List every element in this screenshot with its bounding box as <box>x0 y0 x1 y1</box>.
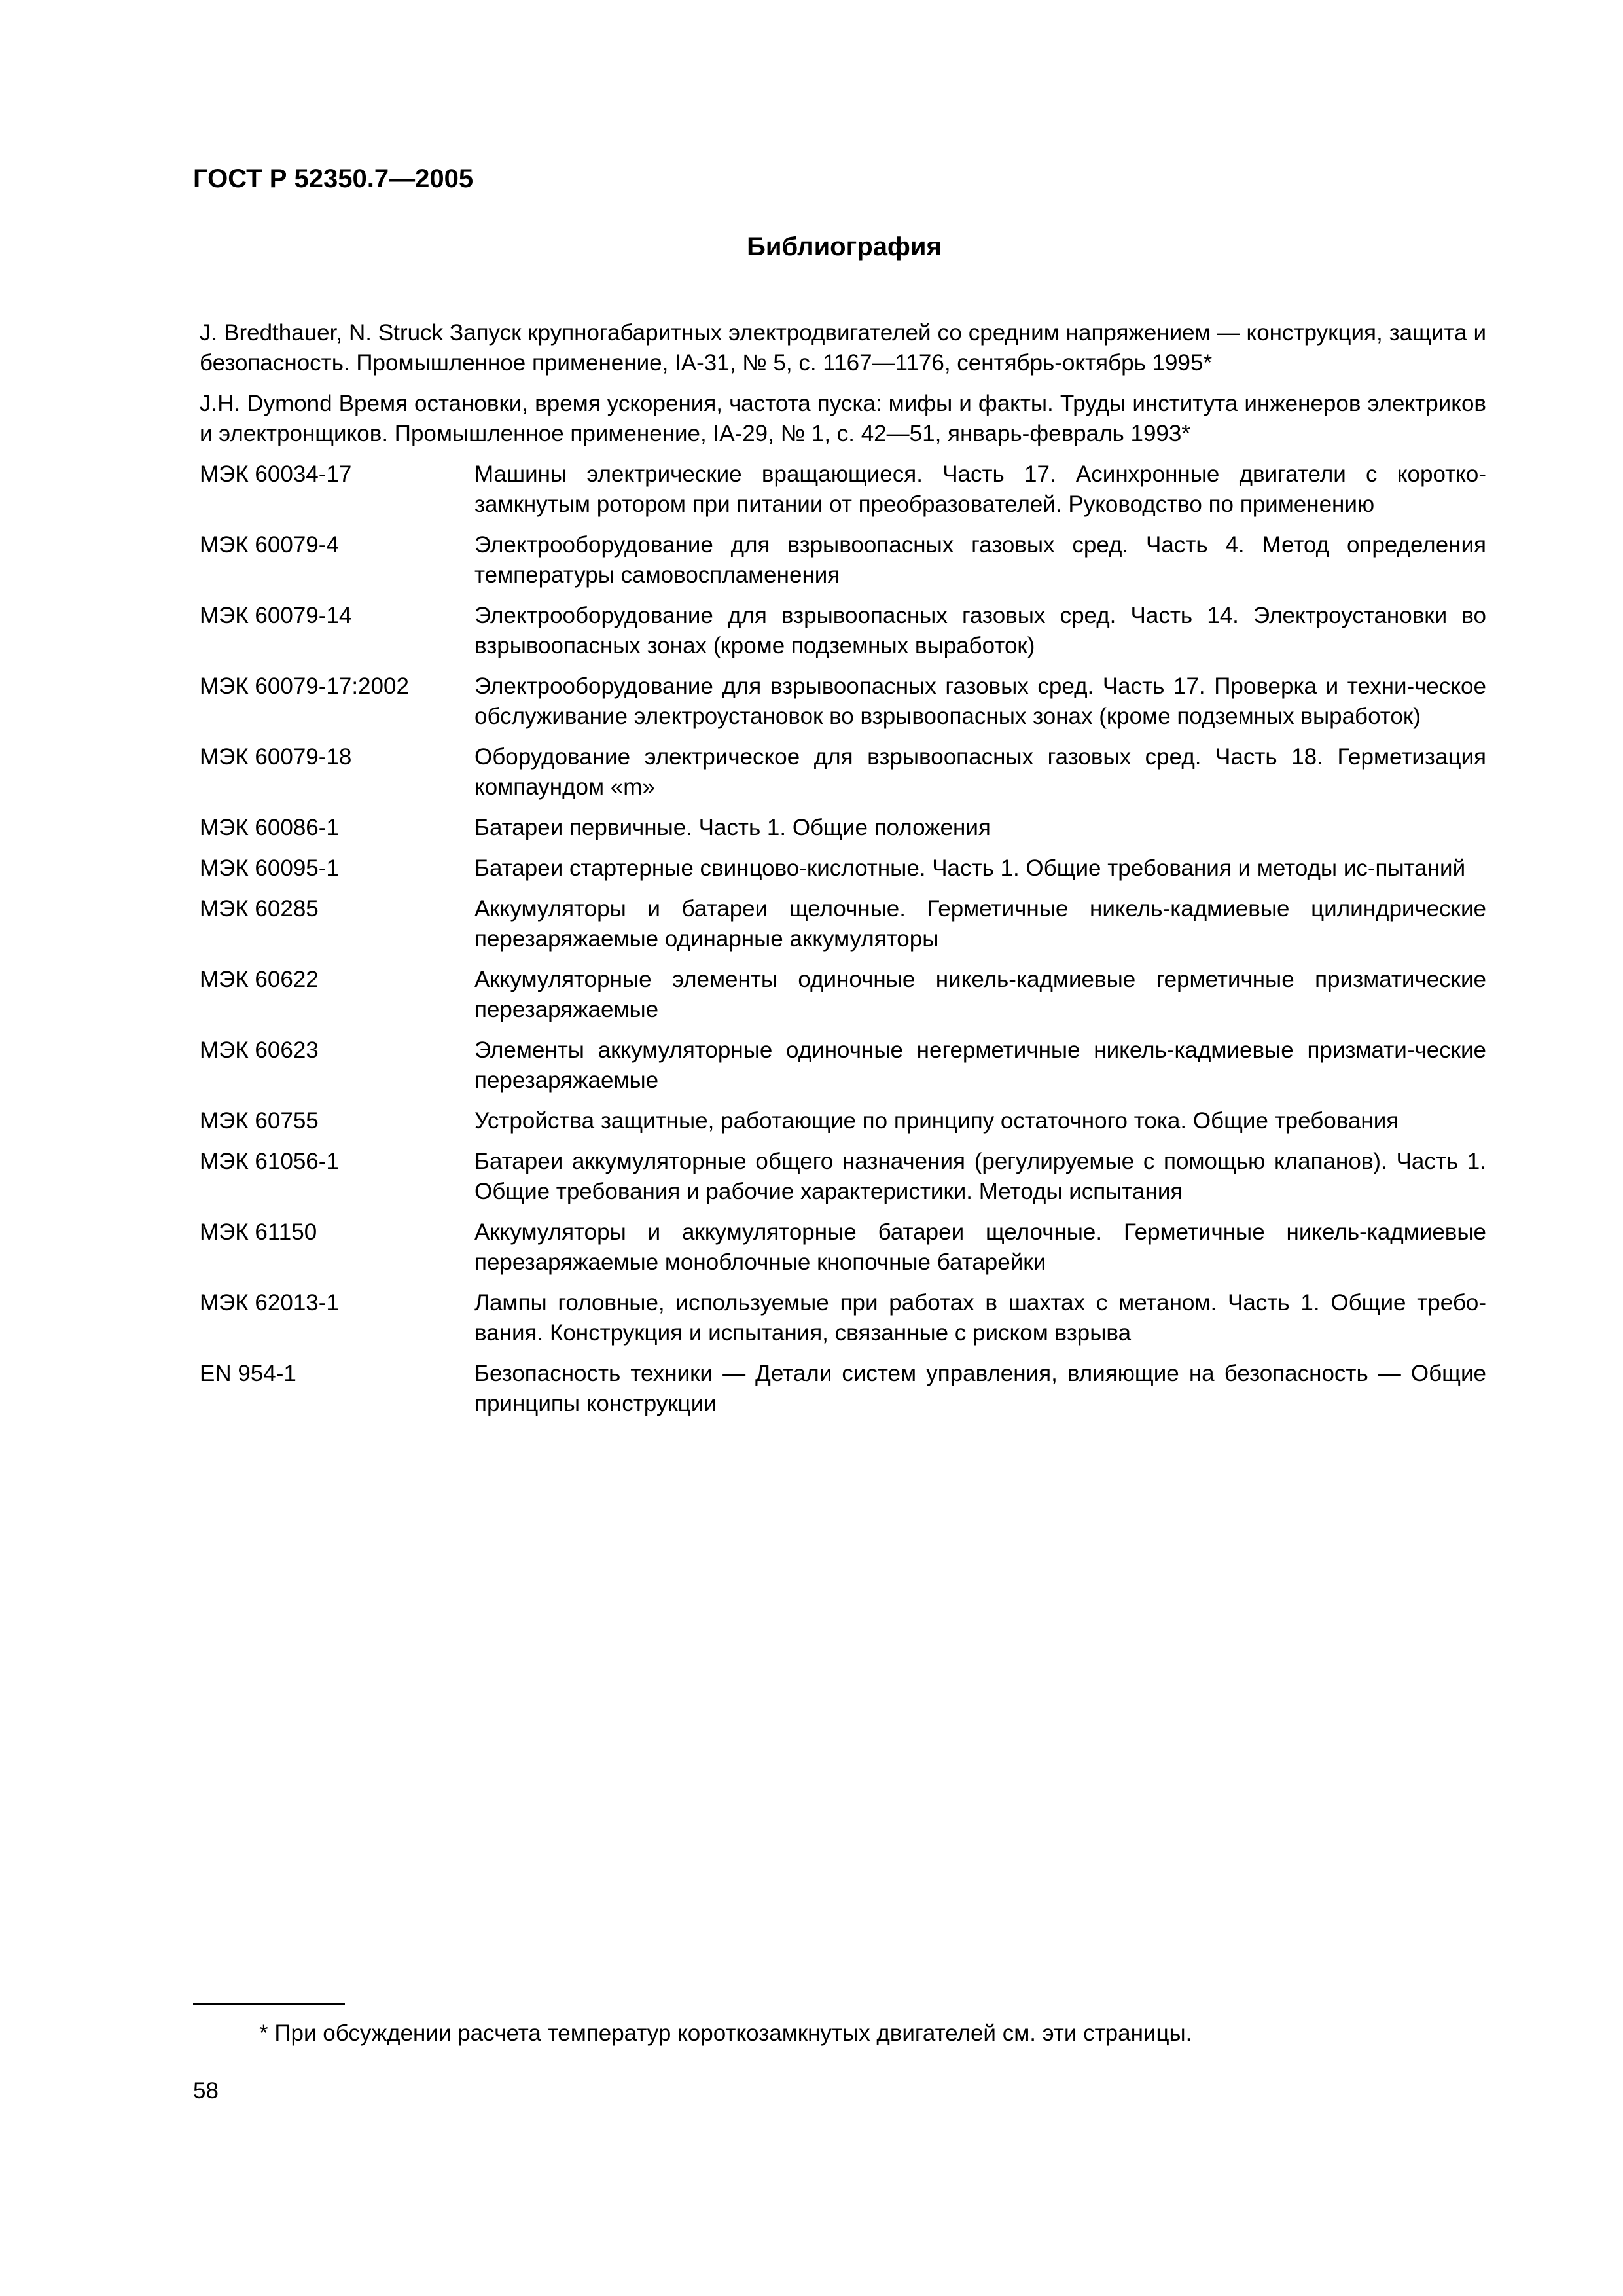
reference-title: Машины электрические вращающиеся. Часть 17. Асинхронные двигатели с коротко-замкнутым ротором при питании от преобразователей. Руководство по применению <box>474 461 1486 517</box>
reference-code: МЭК 60034-17 <box>200 461 352 487</box>
reference-row <box>200 459 1486 520</box>
reference-code: МЭК 60095-1 <box>200 855 339 881</box>
footnote: * При обсуждении расчета температур короткозамкнутых двигателей см. эти страницы. <box>259 2020 1192 2046</box>
reference-row <box>200 1217 1486 1278</box>
reference-title: Электрооборудование для взрывоопасных газовых сред. Часть 14. Электроустановки во взрывоопасных зонах (кроме подземных выработок) <box>474 603 1486 658</box>
reference-row <box>200 1359 1486 1419</box>
reference-code: EN 954-1 <box>200 1361 296 1386</box>
reference-row <box>200 1147 1486 1207</box>
reference-title: Элементы аккумуляторные одиночные негерметичные никель-кадмиевые призмати-ческие перезаряжаемые <box>474 1037 1486 1093</box>
section-title: Библиография <box>747 232 942 261</box>
reference-title: Батареи стартерные свинцово-кислотные. Часть 1. Общие требования и методы ис-пытаний <box>474 855 1466 881</box>
reference-row <box>200 530 1486 590</box>
reference-code: МЭК 60079-4 <box>200 532 339 558</box>
reference-title: Аккумуляторы и батареи щелочные. Герметичные никель-кадмиевые цилиндрические перезаряжаемые одинарные аккумуляторы <box>474 896 1486 952</box>
document-code: ГОСТ Р 52350.7—2005 <box>193 164 474 193</box>
reference-code: МЭК 60086-1 <box>200 815 339 840</box>
reference-row <box>200 601 1486 661</box>
reference-title: Аккумуляторные элементы одиночные никель-кадмиевые герметичные призматические перезаряжаемые <box>474 967 1486 1022</box>
reference-title: Устройства защитные, работающие по принципу остаточного тока. Общие требования <box>474 1108 1399 1134</box>
reference-code: МЭК 60622 <box>200 967 319 992</box>
reference-code: МЭК 60755 <box>200 1108 319 1134</box>
reference-code: МЭК 61150 <box>200 1219 317 1245</box>
footnote-divider <box>193 2003 345 2005</box>
reference-code: МЭК 60285 <box>200 896 319 922</box>
reference-title: Электрооборудование для взрывоопасных газовых сред. Часть 4. Метод определения температуры самовоспламенения <box>474 532 1486 588</box>
reference-code: МЭК 60623 <box>200 1037 319 1063</box>
reference-row <box>200 965 1486 1025</box>
reference-title: Батареи аккумуляторные общего назначения (регулируемые с помощью клапанов). Часть 1. Общие требования и рабочие характеристики. Методы испытания <box>474 1149 1486 1204</box>
reference-title: Безопасность техники — Детали систем управления, влияющие на безопасность — Общие принципы конструкции <box>474 1361 1486 1416</box>
reference-code: МЭК 61056-1 <box>200 1149 339 1174</box>
reference-row <box>200 742 1486 802</box>
reference-title: Электрооборудование для взрывоопасных газовых сред. Часть 17. Проверка и техни-ческое обслуживание электроустановок во взрывоопасных зонах (кроме подземных выработок) <box>474 673 1486 729</box>
reference-title: Аккумуляторы и аккумуляторные батареи щелочные. Герметичные никель-кадмиевые перезаряжаемые моноблочные кнопочные батарейки <box>474 1219 1486 1275</box>
reference-code: МЭК 60079-17:2002 <box>200 673 409 699</box>
reference-title: Лампы головные, используемые при работах в шахтах с метаном. Часть 1. Общие требо-вания. Конструкция и испытания, связанные с риском взрыва <box>474 1290 1486 1346</box>
reference-item: J.H. Dymond Время остановки, время ускорения, частота пуска: мифы и факты. Труды института инженеров электриков и электронщиков. Промышленное применение, IA-29, № 1, с. 42—51, январь-февраль 1993* <box>200 391 1486 446</box>
page-number: 58 <box>193 2078 219 2104</box>
reference-title: Батареи первичные. Часть 1. Общие положения <box>474 815 991 840</box>
reference-row <box>200 1288 1486 1348</box>
reference-row <box>200 1035 1486 1096</box>
reference-code: МЭК 60079-18 <box>200 744 352 770</box>
reference-row <box>200 1106 1486 1136</box>
bibliography-list <box>200 318 1486 1429</box>
reference-title: Оборудование электрическое для взрывоопасных газовых сред. Часть 18. Герметизация компаундом «m» <box>474 744 1486 800</box>
reference-row <box>200 813 1486 843</box>
reference-code: МЭК 62013-1 <box>200 1290 339 1316</box>
reference-code: МЭК 60079-14 <box>200 603 352 628</box>
reference-item: J. Bredthauer, N. Struck Запуск крупногабаритных электродвигателей со средним напряжением — конструкция, защита и безопасность. Промышленное применение, IA-31, № 5, с. 1167—1176, сентябрь-октябрь 1995* <box>200 320 1486 376</box>
reference-row <box>200 853 1486 884</box>
reference-row <box>200 894 1486 954</box>
reference-row <box>200 672 1486 732</box>
